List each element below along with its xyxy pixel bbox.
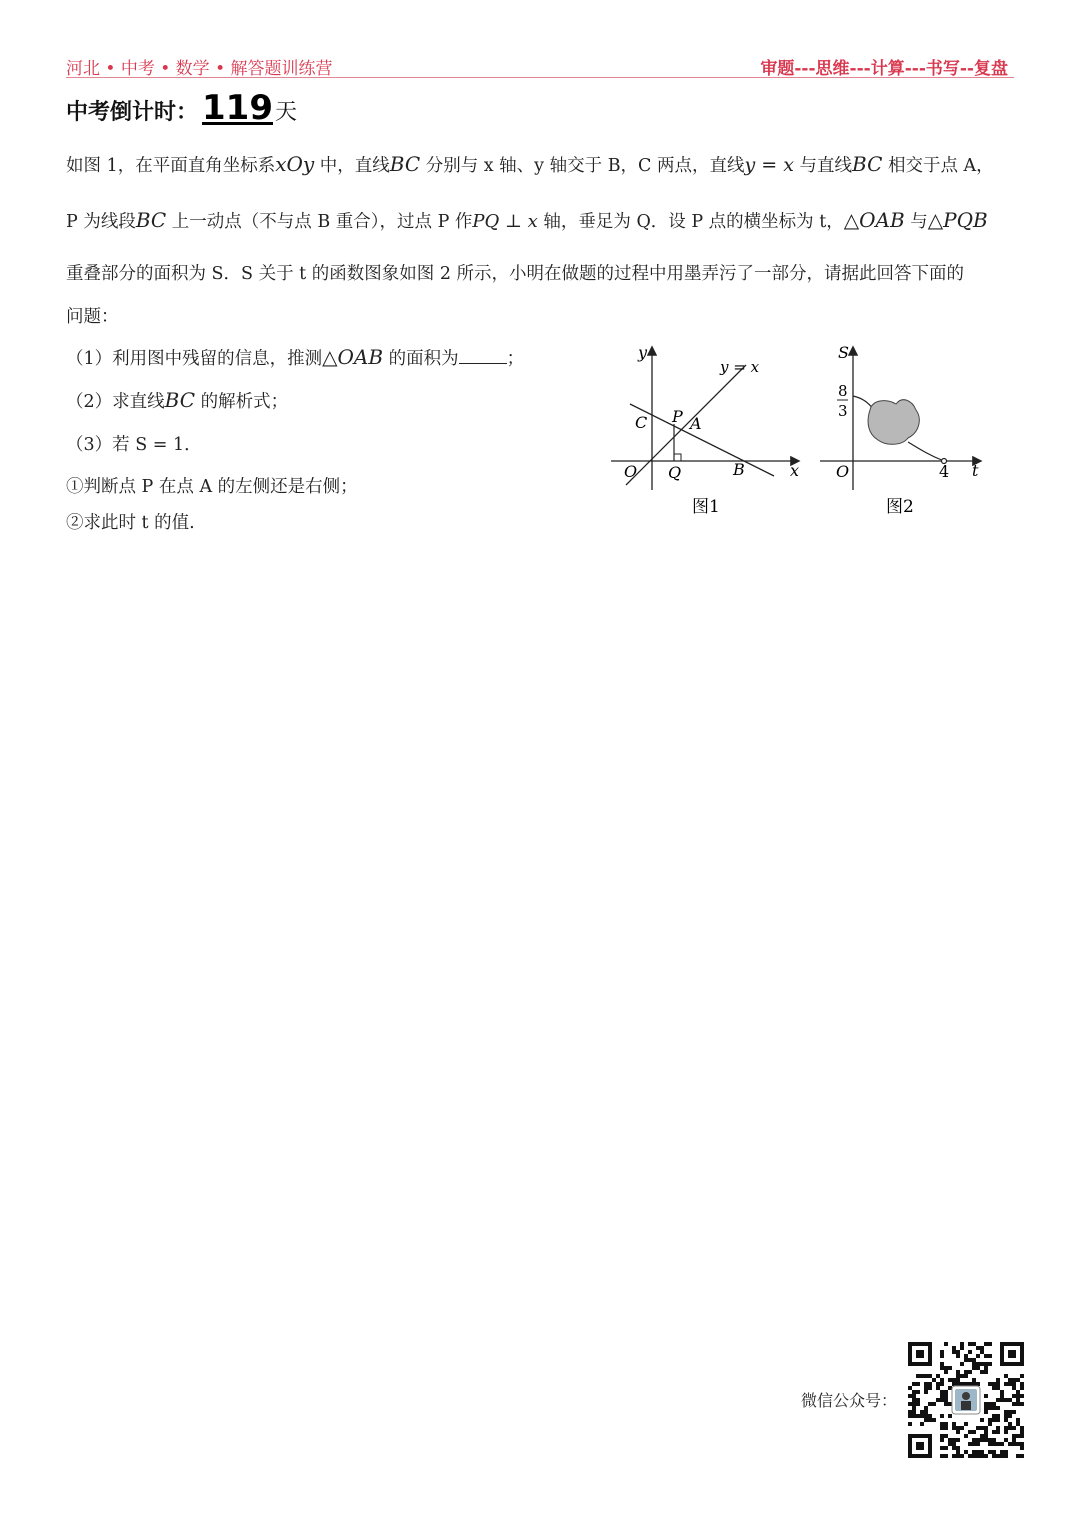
text-segment: 的解析式； xyxy=(195,392,289,412)
fig1-label-q: Q xyxy=(668,463,682,482)
countdown-days: 119 xyxy=(202,88,273,128)
countdown-label: 中考倒计时： xyxy=(66,100,199,125)
fig1-label-p: P xyxy=(672,407,683,426)
math-bc: BC xyxy=(389,152,421,176)
countdown-unit: 天 xyxy=(275,100,298,125)
problem-line-1 xyxy=(66,152,1016,177)
text-segment: 的面积为 xyxy=(383,349,459,369)
fig1-caption: 图1 xyxy=(692,497,720,517)
text-segment: 与 xyxy=(904,212,928,232)
figure-2 xyxy=(820,343,980,517)
problem-line-3: 重叠部分的面积为 S．S 关于 t 的函数图象如图 2 所示，小明在做题的过程中用墨弄污了一部分，请据此回答下面的 xyxy=(66,264,965,284)
math-triangle-oab: △OAB xyxy=(322,345,384,369)
fig2-fraction-numerator: 8 xyxy=(838,382,848,400)
math-bc: BC xyxy=(135,208,167,232)
figures xyxy=(606,338,1006,528)
text-segment: 相交于点 A， xyxy=(882,156,994,176)
question-3: （3）若 S = 1． xyxy=(66,435,202,455)
text-segment: ； xyxy=(506,349,525,369)
fig1-label-b: B xyxy=(733,460,745,479)
math-bc: BC xyxy=(852,152,883,176)
fig1-label-o: O xyxy=(624,462,638,481)
text-segment: P 为线段 xyxy=(66,212,136,232)
text-segment: 上一动点（不与点 B 重合），过点 P 作 xyxy=(166,212,473,232)
fig1-label-a: A xyxy=(690,414,702,433)
fig2-label-o: O xyxy=(836,462,850,481)
header-divider xyxy=(66,77,1014,78)
fig1-label-y: y xyxy=(638,343,648,362)
fig1-right-angle-mark xyxy=(674,454,681,461)
text-segment: （1）利用图中残留的信息，推测 xyxy=(66,349,323,369)
question-3-part-2: ②求此时 t 的值. xyxy=(66,513,195,533)
fig2-fraction-denominator: 3 xyxy=(838,402,848,420)
question-1 xyxy=(66,345,524,370)
fig2-label-four: 4 xyxy=(939,462,950,481)
answer-blank xyxy=(459,362,507,364)
figure-1 xyxy=(611,343,799,517)
problem-line-2 xyxy=(66,208,1016,233)
wechat-label: 微信公众号： xyxy=(801,1391,898,1410)
math-y-equals-x: y = x xyxy=(744,154,794,176)
text-segment: 与直线 xyxy=(793,156,853,176)
fig2-label-t: t xyxy=(972,461,979,480)
countdown xyxy=(66,88,297,128)
fig2-caption: 图2 xyxy=(886,497,914,517)
question-2 xyxy=(66,388,288,413)
text-segment: 轴，垂足为 Q．设 P 点的横坐标为 t， xyxy=(537,212,844,232)
text-segment: 如图 1，在平面直角坐标系 xyxy=(66,156,276,176)
math-triangle-pqb: △PQB xyxy=(927,208,988,232)
fig2-ink-blot xyxy=(868,400,919,445)
text-segment: 中，直线 xyxy=(314,156,390,176)
problem-line-4: 问题： xyxy=(66,307,119,327)
text-segment: 分别与 x 轴、y 轴交于 B，C 两点，直线 xyxy=(420,156,745,176)
text-segment: （2）求直线 xyxy=(66,392,165,412)
question-3-part-1: ①判断点 P 在点 A 的左侧还是右侧； xyxy=(66,477,358,497)
math-bc: BC xyxy=(164,388,196,412)
header-right-motto: 审题---思维---计算---书写--复盘 xyxy=(760,59,1008,79)
header-left-title: 河北 • 中考 • 数学 • 解答题训练营 xyxy=(66,59,333,79)
math-triangle-oab: △OAB xyxy=(843,208,905,232)
fig2-curve-end xyxy=(908,442,944,461)
fig1-label-c: C xyxy=(635,413,648,432)
fig2-label-s: S xyxy=(838,343,849,362)
fig1-label-y-equals-x: y = x xyxy=(720,358,760,376)
math-xoy: xOy xyxy=(275,152,315,176)
qr-code[interactable] xyxy=(906,1340,1026,1460)
fig1-label-x: x xyxy=(790,461,800,480)
math-pq-perp-x: PQ ⊥ x xyxy=(472,211,538,232)
